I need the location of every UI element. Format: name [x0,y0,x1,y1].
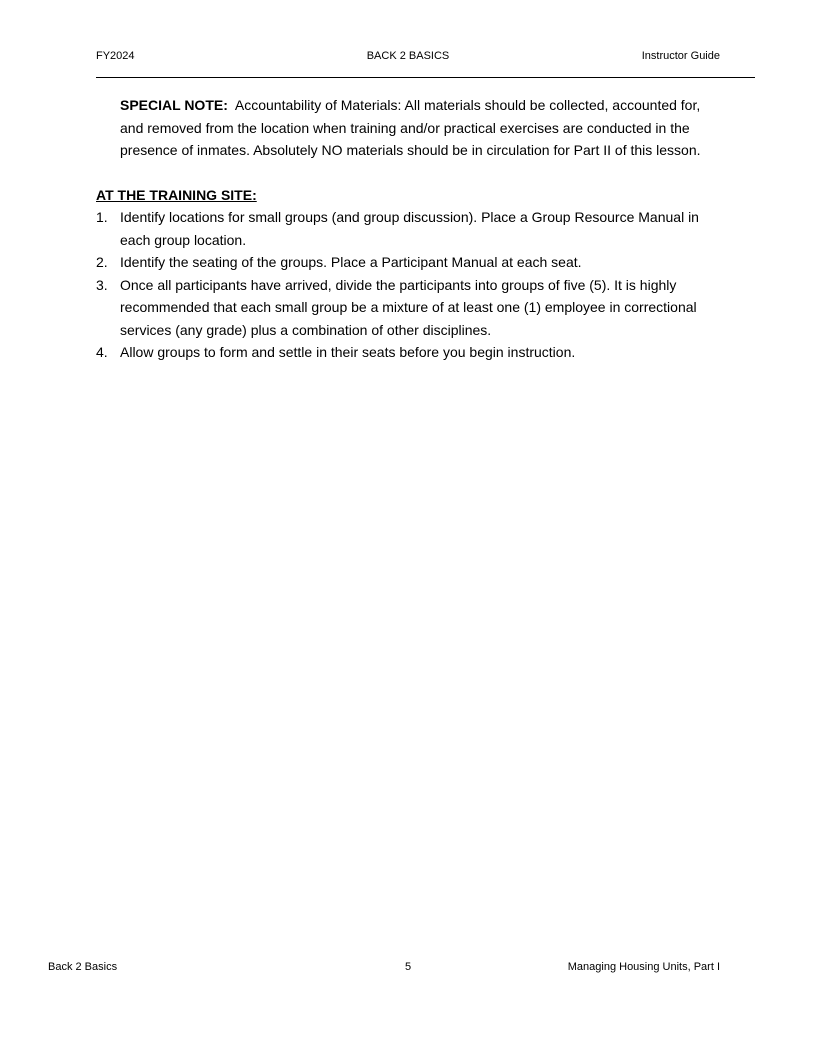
list-item-number: 2. [96,254,108,270]
page-header [96,50,720,64]
training-site-heading: AT THE TRAINING SITE: [96,186,257,203]
footer-course-name: Back 2 Basics [48,961,118,973]
footer-lesson-title: Managing Housing Units, Part I [567,961,720,973]
list-item [96,274,720,342]
list-item-text: Identify the seating of the groups. Place a Participant Manual at each seat. [120,254,582,270]
list-item [96,251,720,274]
header-fiscal-year: FY2024 [96,50,135,62]
footer-page-number: 5 [404,961,412,973]
training-site-steps [96,206,720,364]
page-footer [48,961,720,975]
page-content [96,94,720,364]
list-item-number: 4. [96,344,108,360]
list-item-number: 1. [96,209,108,225]
header-guide-type: Instructor Guide [641,50,720,62]
list-item-text: Identify locations for small groups (and group discussion). Place a Group Resource Manual in each group location. [120,209,699,248]
special-note-label: SPECIAL NOTE: [120,97,228,113]
list-item-text: Once all participants have arrived, divide the participants into groups of five (5). It is highly recommended that each small group be a mixture of at least one (1) employee in correctional services (any grade) plus a combination of other disciplines. [120,276,697,338]
special-note [120,94,720,162]
list-item-number: 3. [96,276,108,293]
header-divider [96,77,755,78]
header-course-title: BACK 2 BASICS [366,50,450,62]
special-note-text: Accountability of Materials: All materials should be collected, accounted for, and removed from the location when training and/or practical exercises are conducted in the presence of inmates. Absolutely NO materials should be in circulation for Part II of this lesson. [120,97,701,158]
list-item-text: Allow groups to form and settle in their seats before you begin instruction. [120,344,576,360]
list-item [96,206,720,251]
list-item [96,341,720,364]
